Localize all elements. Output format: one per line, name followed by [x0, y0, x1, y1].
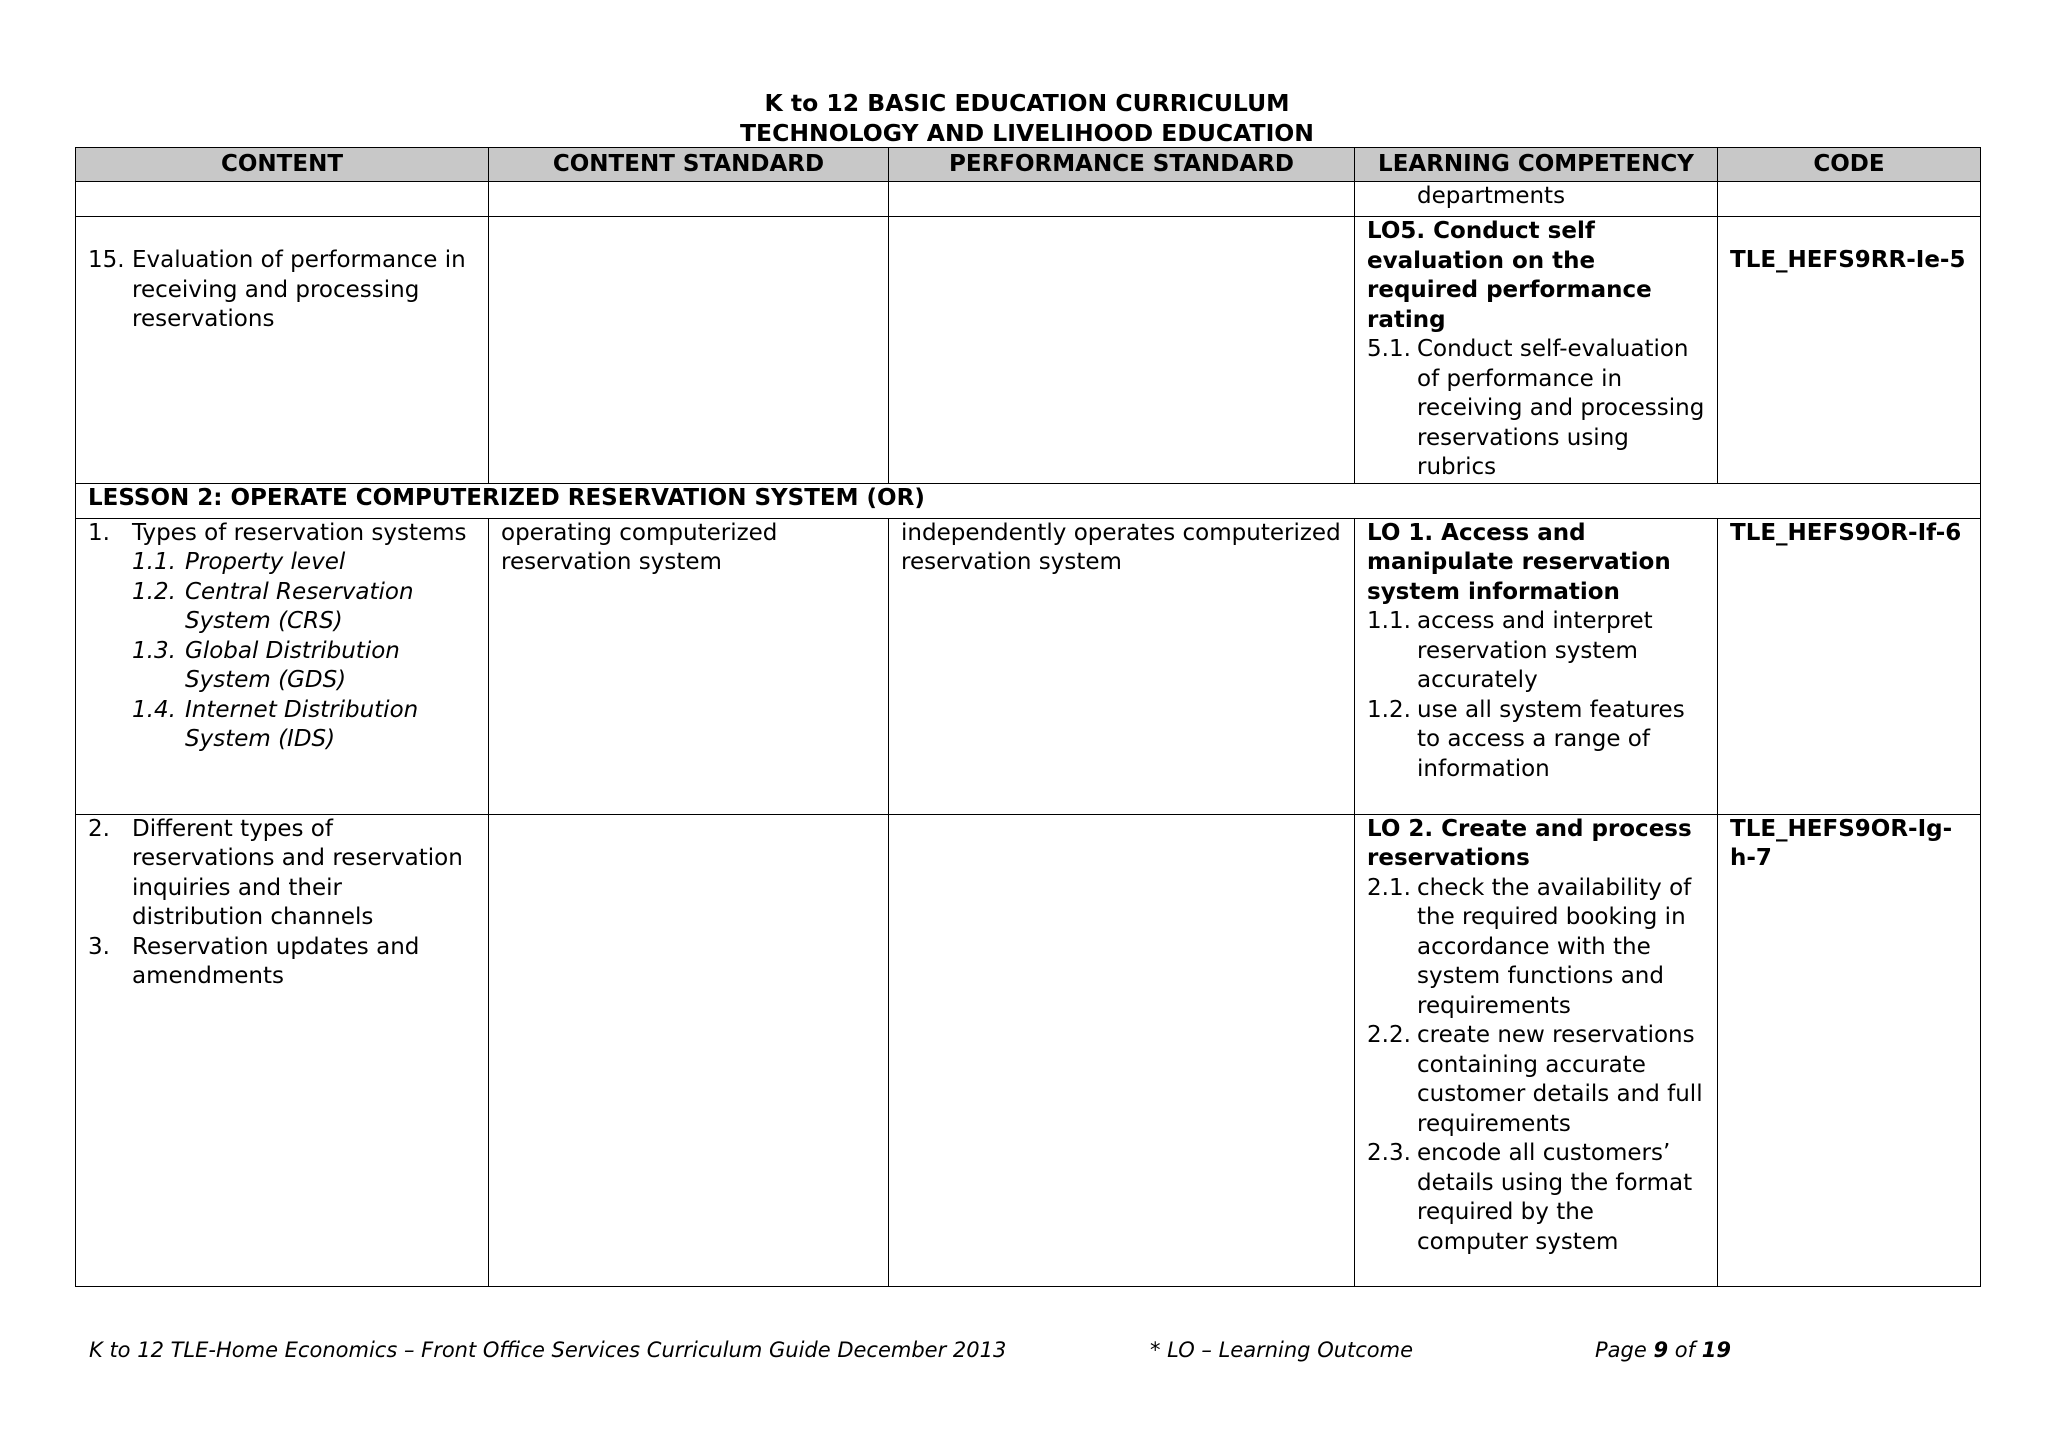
content-item-text: Reservation updates and amendments: [132, 933, 420, 989]
cell-code: [1718, 518, 1981, 814]
footer-lo-note: * LO – Learning Outcome: [1150, 1338, 1414, 1362]
competency-item: [1367, 335, 1705, 483]
cell-performance-standard: [889, 217, 1355, 484]
competency-number: 2.1.: [1367, 874, 1411, 901]
cell-content-standard: operating computerized reservation system: [489, 518, 889, 814]
competency-code: TLE_HEFS9RR-Ie-5: [1730, 247, 1966, 273]
cell-learning-competency: [1355, 182, 1718, 217]
document-header: [76, 88, 1978, 148]
cell-code: [1718, 182, 1981, 217]
content-item: [88, 246, 476, 335]
cell-content-standard: [489, 814, 889, 1286]
cell-content: [76, 518, 489, 814]
content-item-number: 1.: [88, 519, 110, 546]
competency-number: 2.2.: [1367, 1022, 1411, 1048]
curriculum-table: [75, 147, 1981, 1287]
table-header-row: [76, 148, 1981, 182]
subitem-number: 1.1.: [132, 549, 176, 575]
table-row: [76, 182, 1981, 217]
competency-code: TLE_HEFS9OR-If-6: [1730, 519, 1962, 546]
page-of-label: of: [1674, 1338, 1696, 1362]
competency-code: TLE_HEFS9OR-Ig-h-7: [1730, 815, 1953, 871]
subitem-text: Central Reservation System (CRS): [185, 578, 414, 634]
competency-number: 2.3.: [1367, 1140, 1411, 1166]
learning-outcome-title: LO5. Conduct self evaluation on the required performance rating: [1367, 218, 1652, 333]
lesson-row: [76, 483, 1981, 518]
page-current: 9: [1653, 1338, 1669, 1362]
content-subitem: [132, 696, 476, 755]
table-row: [76, 217, 1981, 484]
subitem-number: 1.4.: [132, 696, 176, 723]
cell-performance-standard: independently operates computerized reservation system: [889, 518, 1355, 814]
table-row: [76, 518, 1981, 814]
table-row: [76, 814, 1981, 1286]
competency-item: [1367, 874, 1705, 1022]
cell-performance-standard: [889, 182, 1355, 217]
competency-number: 1.1.: [1367, 608, 1411, 634]
content-item-number: 15.: [88, 247, 125, 273]
col-header-learning-competency: LEARNING COMPETENCY: [1355, 148, 1718, 182]
content-subitem: [132, 578, 476, 637]
cell-code: [1718, 814, 1981, 1286]
header-title: K to 12 BASIC EDUCATION CURRICULUM: [764, 89, 1290, 117]
competency-continuation: departments: [1417, 183, 1566, 209]
competency-text: encode all customers’ details using the format required by the computer system: [1417, 1140, 1693, 1255]
competency-item: [1367, 607, 1705, 696]
competency-item: [1367, 696, 1705, 785]
competency-text: create new reservations containing accurate customer details and full requirements: [1417, 1022, 1703, 1137]
competency-text: check the availability of the required booking in accordance with the system functions and requirements: [1417, 874, 1692, 1019]
cell-code: [1718, 217, 1981, 484]
content-item-number: 2.: [88, 815, 110, 842]
content-item-text: Different types of reservations and reservation inquiries and their distribution channels: [132, 815, 463, 930]
subitem-text: Property level: [185, 549, 346, 575]
col-header-content: CONTENT: [76, 148, 489, 182]
competency-text: use all system features to access a range of information: [1417, 696, 1685, 782]
page-total: 19: [1701, 1338, 1731, 1362]
cell-learning-competency: [1355, 518, 1718, 814]
content-item: [88, 519, 476, 549]
competency-number: 1.2.: [1367, 696, 1411, 723]
content-subitem: [132, 637, 476, 696]
content-item: [88, 933, 476, 992]
cell-performance-standard: [889, 814, 1355, 1286]
lesson-title: LESSON 2: OPERATE COMPUTERIZED RESERVATION SYSTEM (OR): [76, 483, 1981, 518]
content-item-text: Evaluation of performance in receiving and processing reservations: [132, 247, 466, 332]
cell-learning-competency: [1355, 217, 1718, 484]
competency-item: [1367, 1021, 1705, 1139]
learning-outcome-title: LO 1. Access and manipulate reservation system information: [1367, 519, 1671, 605]
footer-guide-title: K to 12 TLE-Home Economics – Front Office Services Curriculum Guide December 2013: [89, 1338, 1007, 1362]
competency-item: [1367, 1139, 1705, 1257]
col-header-code: CODE: [1718, 148, 1981, 182]
cell-content: [76, 182, 489, 217]
cell-content-standard: [489, 182, 889, 217]
cell-content: [76, 814, 489, 1286]
competency-text: Conduct self-evaluation of performance in receiving and processing reservations using rubrics: [1417, 336, 1705, 480]
competency-text: access and interpret reservation system accurately: [1417, 608, 1653, 693]
cell-content-standard: [489, 217, 889, 484]
content-item: [88, 815, 476, 933]
subitem-text: Global Distribution System (GDS): [185, 637, 400, 693]
col-header-content-standard: CONTENT STANDARD: [489, 148, 889, 182]
page-label: Page: [1595, 1338, 1647, 1362]
content-item-text: Types of reservation systems: [132, 519, 467, 546]
competency-number: 5.1.: [1367, 336, 1411, 362]
subitem-text: Internet Distribution System (IDS): [185, 696, 419, 752]
subitem-number: 1.3.: [132, 637, 176, 664]
subitem-number: 1.2.: [132, 578, 176, 605]
footer-page-number: [1595, 1336, 1731, 1364]
cell-content: [76, 217, 489, 484]
cell-learning-competency: [1355, 814, 1718, 1286]
content-item-number: 3.: [88, 933, 110, 960]
col-header-performance-standard: PERFORMANCE STANDARD: [889, 148, 1355, 182]
header-subtitle: TECHNOLOGY AND LIVELIHOOD EDUCATION: [740, 119, 1314, 147]
learning-outcome-title: LO 2. Create and process reservations: [1367, 815, 1692, 871]
content-subitem: [132, 548, 476, 578]
